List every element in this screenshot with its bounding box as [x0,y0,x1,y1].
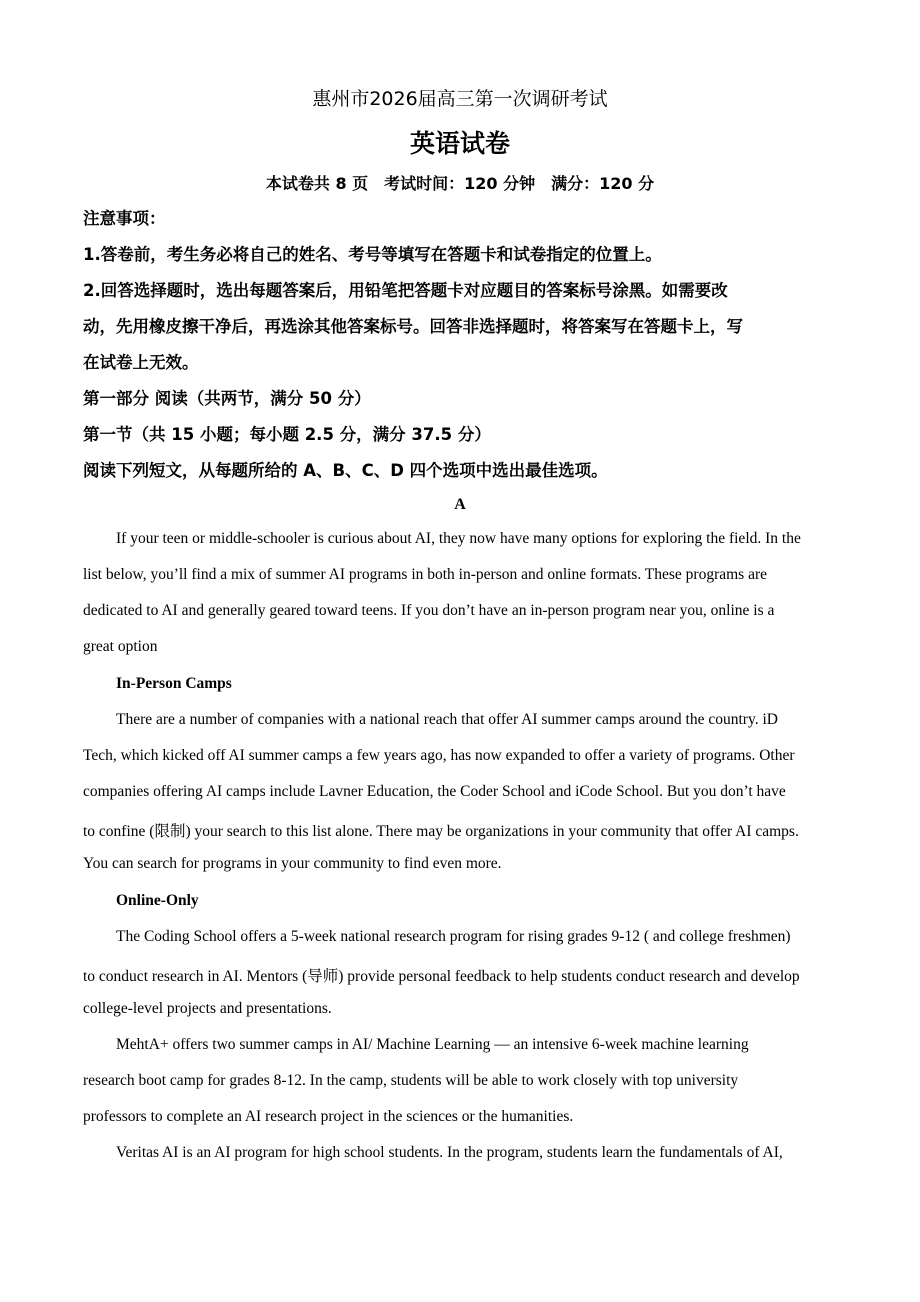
intro-line-3: dedicated to AI and generally geared toward teens. If you don’t have an in-person program near you, online is a [83,602,775,619]
in-person-line-1: There are a number of companies with a national reach that offer AI summer camps around the country. iD [116,711,778,728]
section-heading: 第一节（共 15 小题；每小题 2.5 分，满分 37.5 分） [83,425,491,444]
mehta-line-2: research boot camp for grades 8-12. In the camp, students will be able to work closely with top university [83,1072,739,1089]
in-person-line-2: Tech, which kicked off AI summer camps a few years ago, has now expanded to offer a variety of programs. Other [83,747,795,764]
passage-letter: A [454,496,466,513]
mehta-line-3: professors to complete an AI research project in the sciences or the humanities. [83,1108,574,1125]
in-person-heading: In-Person Camps [116,675,232,692]
in-person-line-4: to confine (限制) your search to this list alone. There may be organizations in your community that offer AI camps. [83,823,799,840]
coding-school-line-3: college-level projects and presentations. [83,1000,332,1017]
intro-line-4: great option [83,638,158,655]
coding-school-line-2: to conduct research in AI. Mentors (导师) provide personal feedback to help students conduct research and develop [83,968,800,985]
exam-info: 本试卷共 8 页 考试时间：120 分钟 满分：120 分 [265,174,655,193]
intro-line-1: If your teen or middle-schooler is curious about AI, they now have many options for exploring the field. In the [116,530,801,547]
part-heading: 第一部分 阅读（共两节，满分 50 分） [83,389,371,408]
notice-item-2-line-1: 2.回答选择题时，选出每题答案后，用铅笔把答题卡对应题目的答案标号涂黑。如需要改 [83,281,728,300]
notice-item-2-line-3: 在试卷上无效。 [83,353,199,372]
notice-item-1: 1.答卷前，考生务必将自己的姓名、考号等填写在答题卡和试卷指定的位置上。 [83,245,662,264]
mehta-line-1: MehtA+ offers two summer camps in AI/ Machine Learning — an intensive 6-week machine learning [116,1036,749,1053]
veritas-line-1: Veritas AI is an AI program for high school students. In the program, students learn the fundamentals of AI, [116,1144,783,1161]
exam-title: 惠州市2026届高三第一次调研考试 [312,88,608,110]
instruction: 阅读下列短文，从每题所给的 A、B、C、D 四个选项中选出最佳选项。 [83,461,608,480]
in-person-line-3: companies offering AI camps include Lavner Education, the Coder School and iCode School. But you don’t have [83,783,786,800]
in-person-line-5: You can search for programs in your community to find even more. [83,855,502,872]
notice-heading: 注意事项： [83,209,166,228]
notice-item-2-line-2: 动，先用橡皮擦干净后，再选涂其他答案标号。回答非选择题时，将答案写在答题卡上，写 [83,317,743,336]
coding-school-line-1: The Coding School offers a 5-week national research program for rising grades 9-12 ( and college freshmen) [116,928,791,945]
intro-line-2: list below, you’ll find a mix of summer AI programs in both in-person and online formats. These programs are [83,566,768,583]
online-heading: Online-Only [116,892,199,909]
subject-title: 英语试卷 [409,129,510,158]
